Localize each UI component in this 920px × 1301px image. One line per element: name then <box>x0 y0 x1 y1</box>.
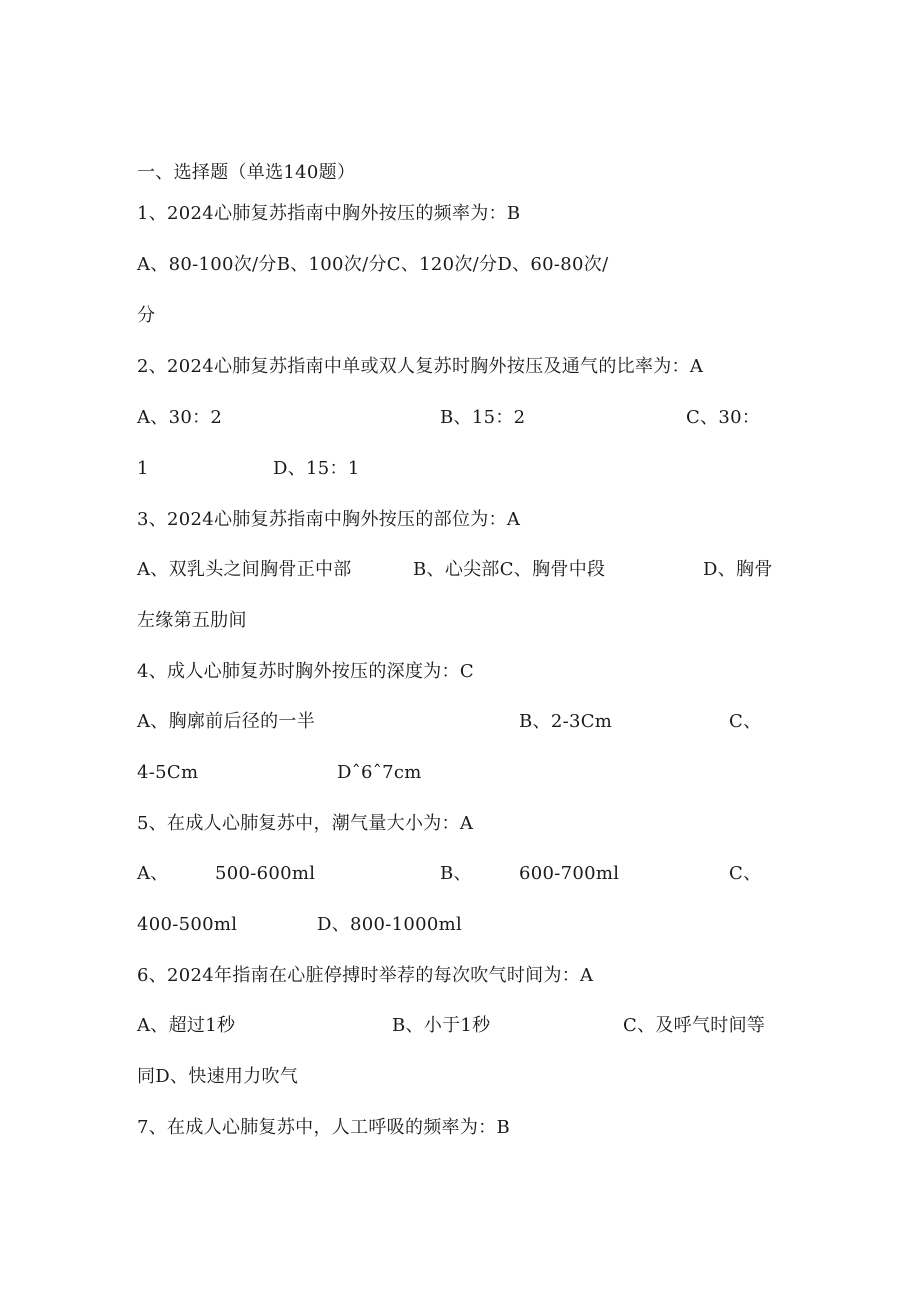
question-3-option-d: D、胸骨 <box>703 559 773 580</box>
question-2-option-c: C、30： <box>686 407 761 428</box>
question-3-option-bc: B、心尖部C、胸骨中段 <box>413 559 606 580</box>
question-4-option-c: C、 <box>729 711 762 732</box>
question-5-option-a-label: A、 <box>137 863 169 884</box>
question-6-option-b: B、小于1秒 <box>392 1015 491 1036</box>
question-5-option-c-value: 400-500ml <box>137 914 238 935</box>
question-2-option-c-cont: 1 <box>137 458 149 479</box>
section-heading: 一、选择题（单选140题） <box>137 162 356 183</box>
question-3-option-a: A、双乳头之间胸骨正中部 <box>137 559 352 580</box>
question-4-option-a: A、胸廓前后径的一半 <box>137 711 315 732</box>
question-2-option-a: A、30：2 <box>137 407 223 428</box>
question-4-option-b: B、2-3Cm <box>519 711 613 732</box>
question-3-option-d-cont: 左缘第五肋间 <box>137 610 247 631</box>
question-5-option-b-label: B、 <box>440 863 472 884</box>
question-2-option-b: B、15：2 <box>440 407 526 428</box>
question-7-stem: 7、在成人心肺复苏中，人工呼吸的频率为：B <box>137 1117 510 1138</box>
question-4-stem: 4、成人心肺复苏时胸外按压的深度为：C <box>137 661 474 682</box>
question-2-option-d: D、15：1 <box>273 458 360 479</box>
question-6-option-c-cont-and-d: 同D、快速用力吹气 <box>137 1066 299 1087</box>
question-1-options-cont: 分 <box>137 305 156 326</box>
question-3-stem: 3、2024心肺复苏指南中胸外按压的部位为：A <box>137 509 521 530</box>
question-4-option-c-cont: 4-5Cm <box>137 762 199 783</box>
question-1-stem: 1、2024心肺复苏指南中胸外按压的频率为：B <box>137 203 521 224</box>
question-6-option-a: A、超过1秒 <box>137 1015 236 1036</box>
question-5-option-d: D、800-1000ml <box>317 914 463 935</box>
question-5-option-b-value: 600-700ml <box>519 863 620 884</box>
question-4-option-d: Dˆ6ˆ7cm <box>337 762 422 783</box>
question-6-stem: 6、2024年指南在心脏停搏时举荐的每次吹气时间为：A <box>137 965 594 986</box>
question-2-stem: 2、2024心肺复苏指南中单或双人复苏时胸外按压及通气的比率为：A <box>137 356 704 377</box>
question-5-stem: 5、在成人心肺复苏中，潮气量大小为：A <box>137 813 474 834</box>
question-5-option-a-value: 500-600ml <box>215 863 316 884</box>
question-1-options: A、80-100次/分B、100次/分C、120次/分D、60-80次/ <box>137 254 609 275</box>
question-5-option-c-label: C、 <box>729 863 762 884</box>
question-6-option-c: C、及呼气时间等 <box>623 1015 766 1036</box>
